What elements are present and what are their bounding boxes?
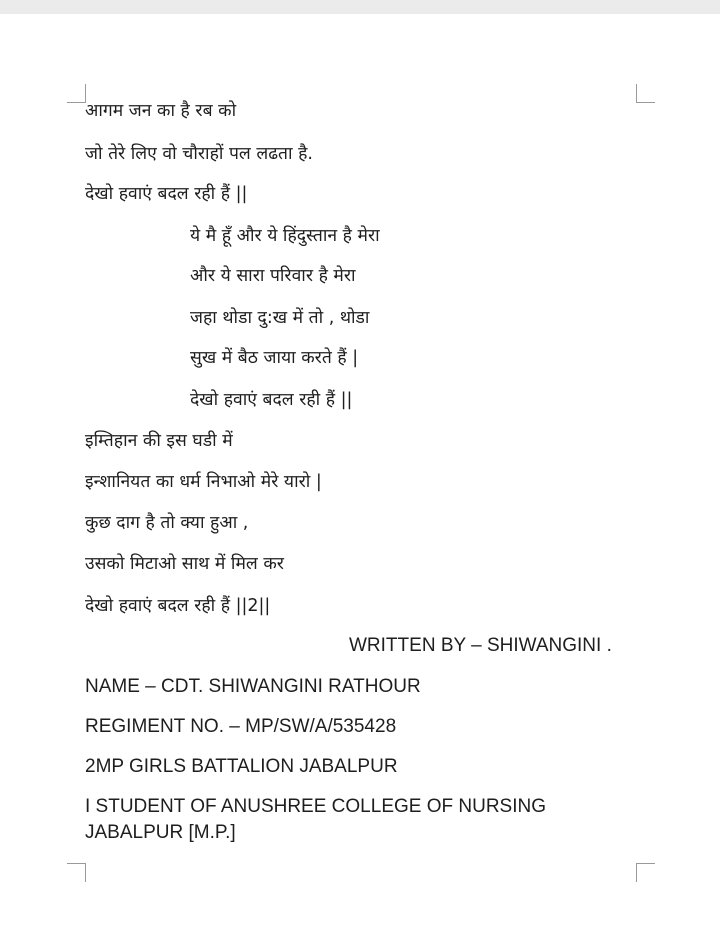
- margin-marker-top-right: [636, 84, 655, 103]
- poem-line: कुछ दाग है तो क्या हुआ ,: [85, 513, 249, 533]
- poem-line: जो तेरे लिए वो चौराहों पल लढता है.: [85, 144, 313, 164]
- poem-line: और ये सारा परिवार है मेरा: [190, 266, 356, 286]
- margin-marker-bottom-left: [67, 863, 86, 882]
- poem-line: ये मै हूँ और ये हिंदुस्तान है मेरा: [190, 226, 380, 246]
- margin-marker-top-left: [67, 84, 86, 103]
- poem-line: देखो हवाएं बदल रही हैं ||2||: [85, 596, 271, 616]
- poem-line: सुख में बैठ जाया करते हैं |: [190, 348, 359, 368]
- battalion-name: 2MP GIRLS BATTALION JABALPUR: [85, 756, 398, 777]
- author-name: NAME – CDT. SHIWANGINI RATHOUR: [85, 676, 421, 697]
- written-by-line: WRITTEN BY – SHIWANGINI .: [349, 635, 612, 656]
- regiment-number: REGIMENT NO. – MP/SW/A/535428: [85, 716, 397, 737]
- poem-line: जहा थोडा दु:ख में तो , थोडा: [190, 308, 370, 328]
- poem-line: इन्शानियत का धर्म निभाओ मेरे यारो |: [85, 472, 322, 492]
- poem-line: इम्तिहान की इस घडी में: [85, 431, 233, 451]
- college-location: JABALPUR [M.P.]: [85, 822, 236, 843]
- college-line: I STUDENT OF ANUSHREE COLLEGE OF NURSING: [85, 796, 547, 817]
- margin-marker-bottom-right: [636, 863, 655, 882]
- poem-line: उसको मिटाओ साथ में मिल कर: [85, 554, 284, 574]
- viewer-top-strip: [0, 0, 720, 14]
- poem-line: देखो हवाएं बदल रही हैं ||: [190, 390, 353, 410]
- poem-line: आगम जन का है रब को: [85, 101, 237, 121]
- poem-line: देखो हवाएं बदल रही हैं ||: [85, 184, 248, 204]
